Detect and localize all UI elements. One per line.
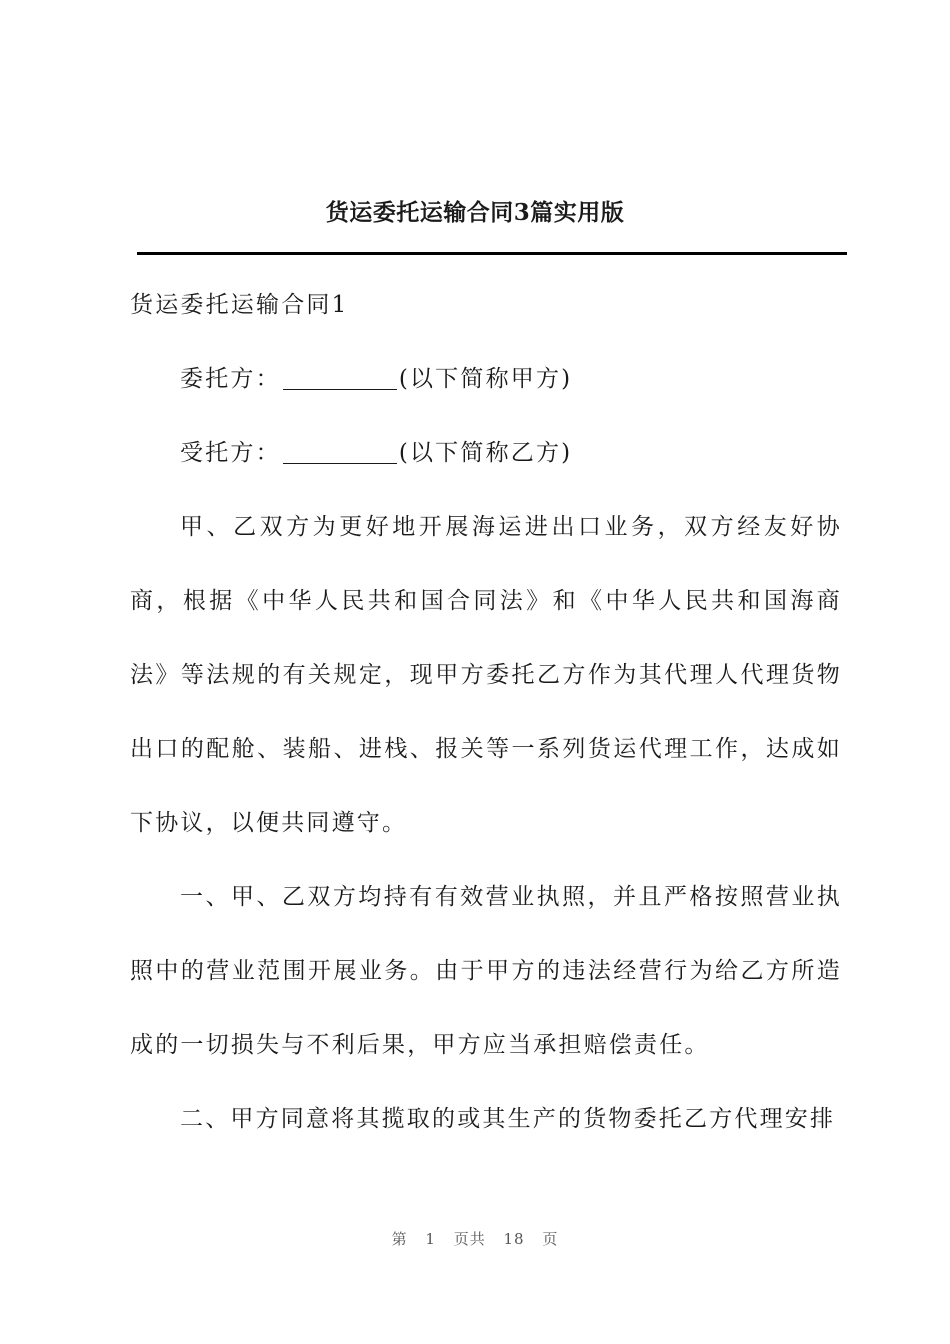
body-paragraph-clause-1: 一、甲、乙双方均持有有效营业执照，并且严格按照营业执照中的营业范围开展业务。由于甲方的违法经营行为给乙方所造成的一切损失与不利后果，甲方应当承担赔偿责任。 [130, 884, 842, 1058]
agent-line [130, 416, 842, 490]
agent-suffix: (以下简称乙方) [398, 440, 573, 466]
body-paragraph-intro: 甲、乙双方为更好地开展海运进出口业务，双方经友好协商，根据《中华人民共和国合同法》和《中华人民共和国海商法》等法规的有关规定，现甲方委托乙方作为其代理人代理货物出口的配舱、装船、进栈、报关等一系列货运代理工作，达成如下协议，以便共同遵守。 [130, 514, 842, 836]
section-heading: 货运委托运输合同1 [130, 292, 349, 318]
document-body [130, 268, 842, 1156]
page-number-footer: 第 1 页共 18 页 [391, 1230, 559, 1248]
document-title: 货运委托运输合同3篇实用版 [325, 199, 625, 226]
principal-line [130, 342, 842, 416]
principal-suffix: (以下简称甲方) [398, 366, 573, 392]
agent-label: 受托方： [180, 440, 281, 466]
principal-blank [283, 367, 397, 390]
principal-label: 委托方： [180, 366, 281, 392]
agent-blank [283, 441, 397, 464]
title-divider [137, 252, 847, 255]
body-paragraph-clause-2: 二、甲方同意将其揽取的或其生产的货物委托乙方代理安排 [180, 1106, 836, 1132]
